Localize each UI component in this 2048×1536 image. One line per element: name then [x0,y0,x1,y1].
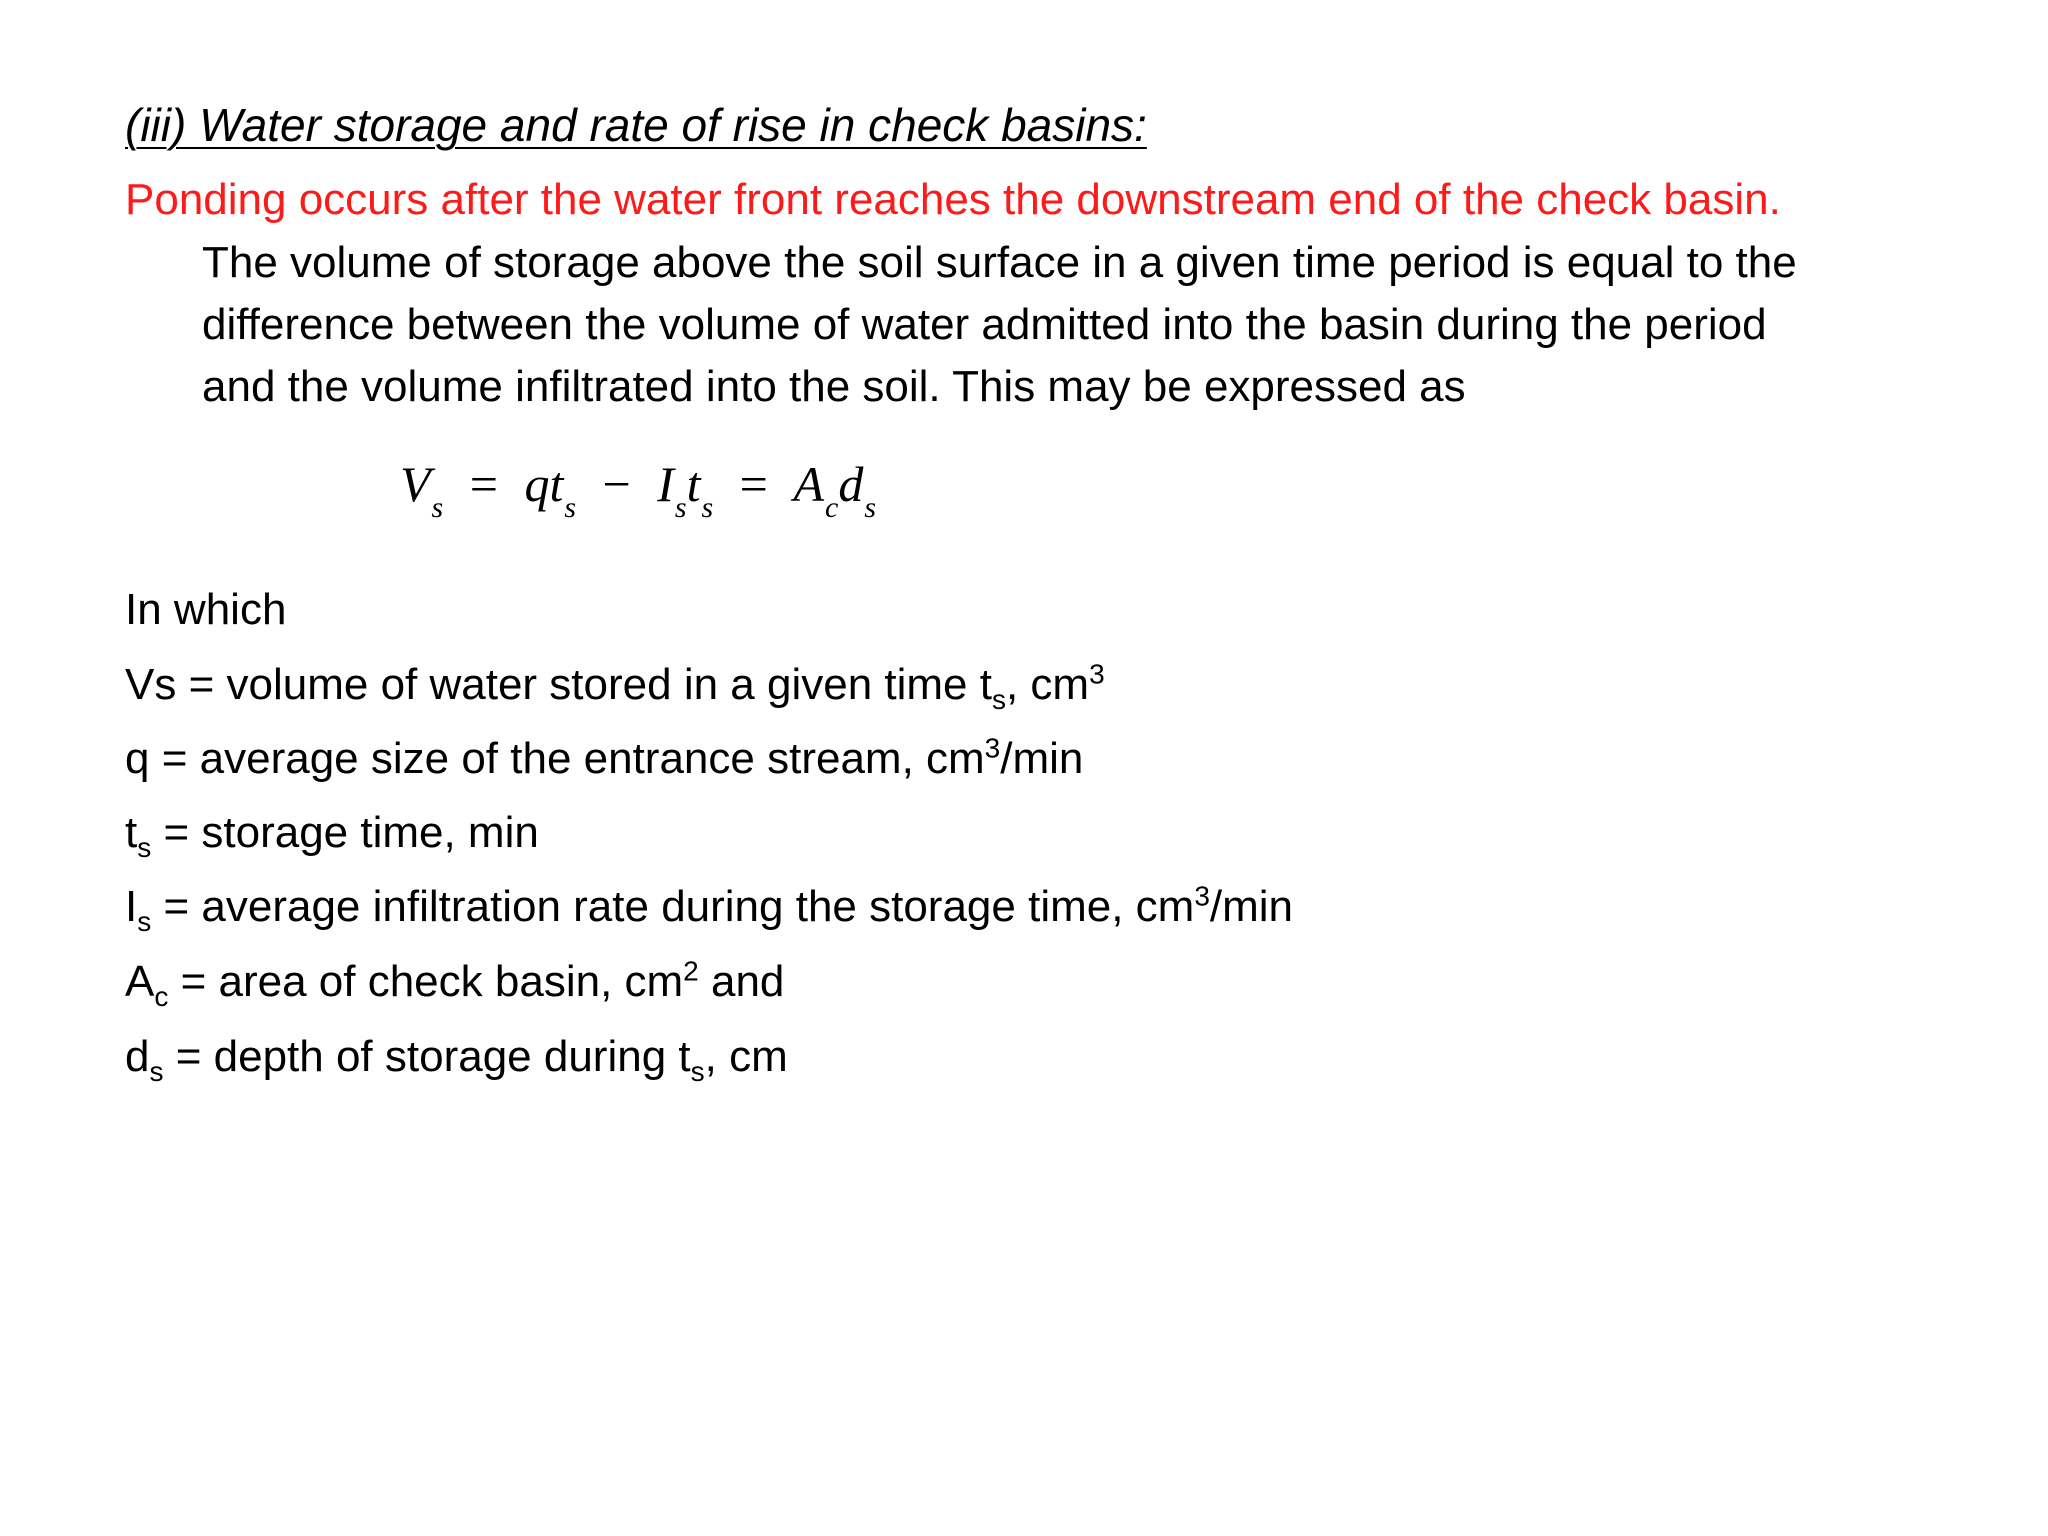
definition-symbol: q [125,734,150,783]
definition-unit: /min [1209,882,1294,931]
formula-minus: − [602,456,631,512]
formula-sub: c [825,491,839,524]
formula-sub: s [564,491,577,524]
definition-text: = depth of storage during t [163,1032,691,1081]
definition-superscript: 3 [1089,658,1105,690]
definition-symbol: I [125,882,138,931]
formula-sub: s [674,491,687,524]
definition-symbol: d [125,1032,150,1081]
definition-ds [125,1032,788,1087]
formula-term-i: I [657,456,674,512]
definition-symbol: A [125,957,155,1006]
section-heading: (iii) Water storage and rate of rise in check basins: [125,99,1147,151]
definition-superscript: 3 [984,732,1001,764]
formula-term-v: V [400,456,431,512]
definition-subscript: s [137,831,152,863]
formula-term-d: d [838,456,864,512]
definition-text: = average size of the entrance stream, cm [149,734,985,783]
definition-text: = average infiltration rate during the storage time, cm [151,882,1195,931]
definition-unit: , cm [704,1032,788,1081]
formula-term-t: t [686,456,701,512]
paragraph-line-2: difference between the volume of water admitted into the basin during the period [202,300,1767,349]
definition-is [125,880,1294,937]
definition-subscript: s [149,1055,164,1087]
ponding-statement: Ponding occurs after the water front reaches the downstream end of the check basin. [125,175,1781,224]
definition-vs [125,658,1105,715]
definition-symbol: t [125,808,138,857]
definition-q [125,734,1083,784]
formula-equals: = [739,456,768,512]
formula-equals: = [469,456,498,512]
paragraph-line-3: and the volume infiltrated into the soil. This may be expressed as [202,362,1466,411]
definition-text: = volume of water stored in a given time t [176,660,992,709]
definition-ts [125,808,539,863]
definition-symbol: Vs [125,660,177,709]
formula-sub: s [701,491,714,524]
storage-formula [400,455,877,524]
definition-unit: and [698,957,785,1006]
definition-ac [125,955,785,1012]
formula-term-qt: qt [524,456,564,512]
definition-subscript: c [154,980,169,1012]
formula-term-a: A [793,456,825,512]
definition-text: = area of check basin, cm [168,957,684,1006]
formula-sub: s [864,491,877,524]
definition-unit: /min [1000,734,1084,783]
definition-unit: , cm [1005,660,1090,709]
definition-subscript: s [690,1055,705,1087]
definition-superscript: 3 [1194,880,1210,912]
definition-subscript: s [991,683,1006,715]
in-which-label: In which [125,585,287,634]
definition-text: = storage time, min [151,808,539,857]
formula-sub: s [431,491,444,524]
paragraph-line-1: The volume of storage above the soil surface in a given time period is equal to the [202,238,1797,287]
definition-superscript: 2 [683,955,699,987]
definition-subscript: s [137,905,152,937]
